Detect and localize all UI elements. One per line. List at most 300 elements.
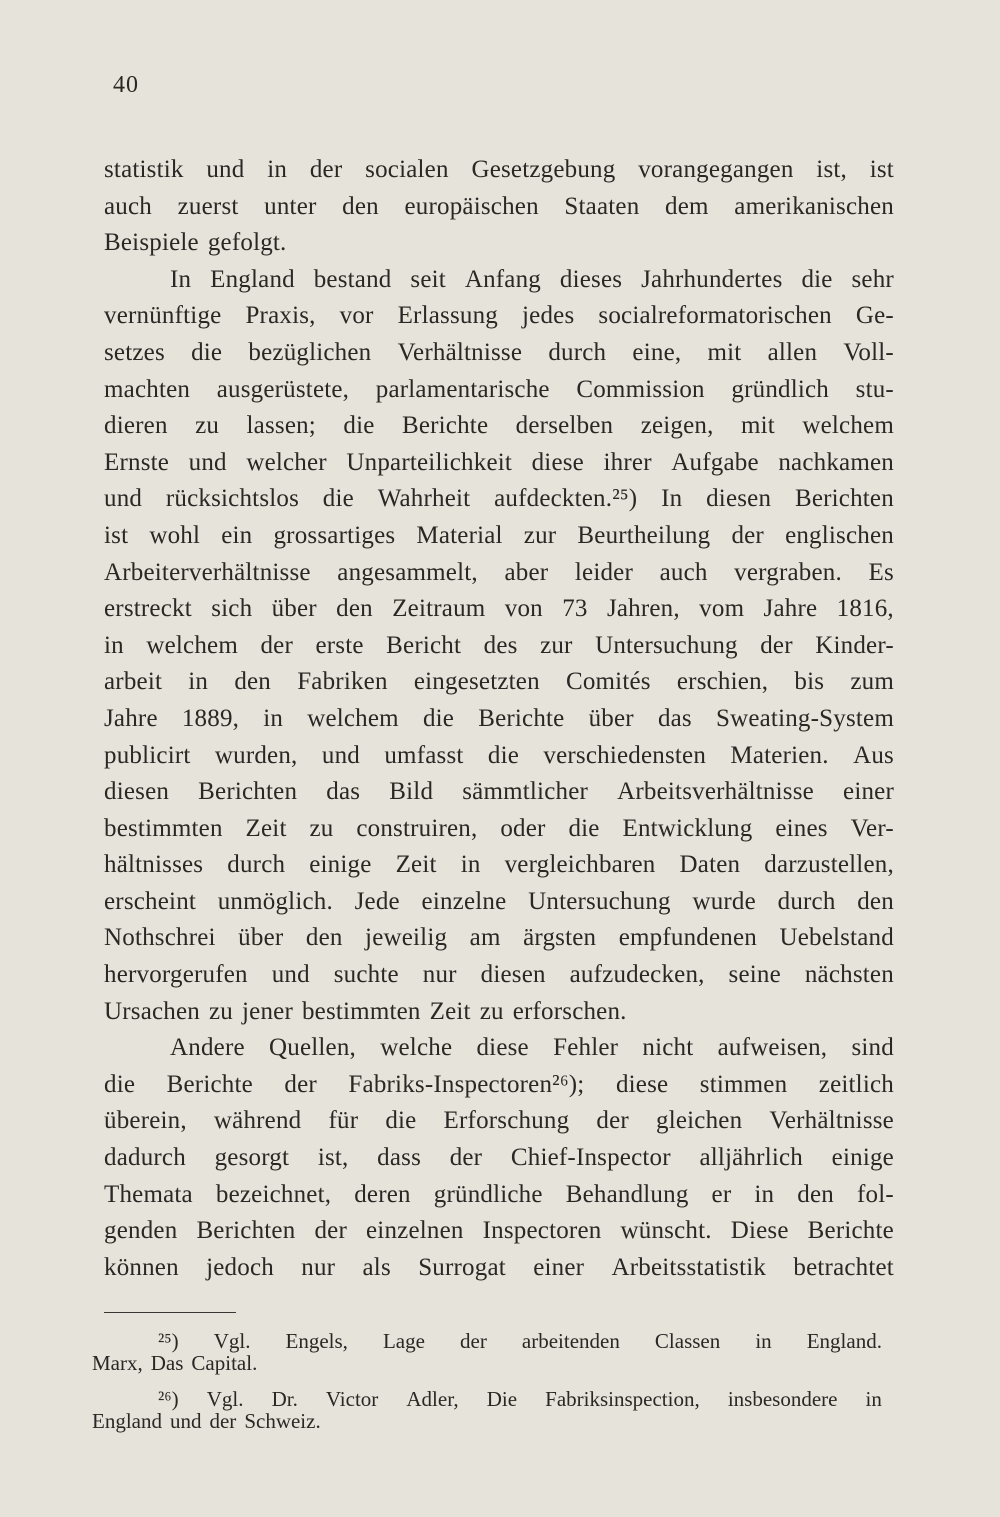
- word: bezüglichen: [248, 338, 372, 366]
- word: verschiedensten: [543, 741, 707, 769]
- text-line: [104, 920, 894, 957]
- text-line: [104, 189, 894, 226]
- word: englischen: [785, 521, 894, 549]
- word: vom: [699, 595, 745, 623]
- word: diesen: [104, 778, 170, 806]
- word: zur: [540, 631, 573, 659]
- word: hältnisses: [104, 851, 204, 879]
- word: auch: [659, 558, 708, 586]
- word: erste: [315, 631, 364, 659]
- word: unmöglich.: [217, 887, 333, 915]
- text-line: [104, 481, 894, 518]
- word: in: [263, 704, 284, 732]
- footnote-26: [92, 1388, 882, 1432]
- word: Nothschrei: [104, 924, 216, 952]
- word: erscheint: [104, 887, 197, 915]
- word: Zeit: [245, 814, 287, 842]
- word: Zeit: [429, 997, 471, 1025]
- word: rücksichtslos: [165, 485, 300, 513]
- text-line: [104, 628, 894, 665]
- text-line: [104, 994, 894, 1031]
- word: Lage: [382, 1329, 425, 1353]
- text-line: [104, 152, 894, 189]
- word: auch: [104, 192, 152, 220]
- word: durch: [548, 338, 607, 366]
- word: Behandlung: [565, 1180, 689, 1208]
- word: ärgsten: [523, 924, 597, 952]
- word: empfundenen: [618, 924, 757, 952]
- word: ²⁵): [158, 1329, 179, 1353]
- word: vernünftige: [104, 302, 222, 330]
- word: am: [469, 924, 501, 952]
- word: 1816,: [836, 595, 894, 623]
- word: der: [760, 631, 793, 659]
- word: ausgerüstete,: [216, 375, 350, 403]
- text-line: [104, 335, 894, 372]
- word: insbesondere: [727, 1387, 838, 1411]
- word: Arbeitsverhältnisse: [617, 778, 814, 806]
- word: Vgl.: [206, 1387, 244, 1411]
- word: ist: [869, 156, 894, 183]
- word: ist: [104, 521, 129, 549]
- word: angesammelt,: [337, 558, 478, 586]
- word: Wahrheit: [377, 485, 471, 513]
- text-line: [104, 1067, 894, 1104]
- word: der: [731, 521, 764, 549]
- word: England: [92, 1409, 162, 1433]
- word: über: [271, 595, 317, 623]
- word: Das: [150, 1351, 184, 1375]
- word: nur: [422, 961, 457, 989]
- word: zuerst: [177, 192, 239, 220]
- word: gründlich: [731, 375, 830, 403]
- word: über: [238, 924, 284, 952]
- word: vergleichbaren: [504, 851, 656, 879]
- word: gründliche: [433, 1180, 543, 1208]
- word: Beurtheilung: [577, 521, 711, 549]
- word: der: [596, 1107, 629, 1135]
- word: ist,: [816, 156, 847, 183]
- word: Marx,: [92, 1351, 143, 1375]
- word: vor: [339, 302, 374, 330]
- word: Fabriken: [297, 668, 388, 696]
- word: wurden,: [214, 741, 298, 769]
- word: amerikanischen: [734, 192, 894, 220]
- word: stu-: [855, 375, 894, 403]
- text-line: [104, 957, 894, 994]
- word: Ge-: [855, 302, 894, 330]
- word: welchem: [802, 412, 894, 440]
- word: Berichten: [794, 485, 894, 513]
- word: Commission: [576, 375, 705, 403]
- word: Quellen,: [269, 1034, 357, 1062]
- word: jeweilig: [365, 924, 448, 952]
- word: Jede: [354, 887, 400, 915]
- word: die: [191, 338, 223, 366]
- word: socialreformatorischen: [598, 302, 832, 330]
- word: oder: [500, 814, 546, 842]
- word: überein,: [104, 1107, 187, 1135]
- word: Uebelstand: [779, 924, 894, 952]
- word: von: [504, 595, 543, 623]
- word: Verhältnisse: [397, 338, 523, 366]
- word: ist,: [317, 1144, 349, 1172]
- word: fol-: [856, 1180, 894, 1208]
- word: Fehler: [553, 1034, 619, 1062]
- word: wurde: [692, 887, 756, 915]
- word: dadurch: [104, 1144, 186, 1172]
- word: Erlassung: [397, 302, 498, 330]
- word: welchem: [307, 704, 399, 732]
- word: europäischen: [404, 192, 539, 220]
- word: Vgl.: [213, 1329, 251, 1353]
- word: jedes: [522, 302, 575, 330]
- word: In: [661, 485, 683, 513]
- word: 73: [562, 595, 588, 623]
- word: Schweiz.: [244, 1409, 321, 1433]
- word: vorangegangen: [638, 156, 794, 183]
- word: diese: [531, 448, 584, 476]
- word: der: [209, 1409, 237, 1433]
- word: erforschen.: [512, 997, 627, 1025]
- word: Diese: [730, 1217, 789, 1245]
- word: wohl: [149, 521, 201, 549]
- word: der: [449, 1144, 483, 1172]
- word: Berichte: [166, 1070, 253, 1098]
- word: Classen: [654, 1329, 721, 1353]
- word: umfasst: [384, 741, 464, 769]
- word: dem: [665, 192, 709, 220]
- word: Ursachen: [104, 997, 200, 1025]
- text-line: [104, 1177, 894, 1214]
- word: allen: [767, 338, 818, 366]
- text-line: [104, 811, 894, 848]
- word: welche: [380, 1034, 453, 1062]
- word: machten: [104, 375, 191, 403]
- word: der: [314, 1217, 347, 1245]
- body-text: [104, 152, 894, 1286]
- word: welcher: [246, 448, 327, 476]
- word: seit: [410, 265, 446, 293]
- word: können: [104, 1253, 179, 1281]
- word: unter: [264, 192, 317, 220]
- word: erstreckt: [104, 595, 192, 623]
- text-line: [104, 1030, 894, 1067]
- word: er: [711, 1180, 732, 1208]
- word: Aufgabe: [671, 448, 759, 476]
- word: zeigen,: [640, 412, 714, 440]
- text-line: [104, 262, 894, 299]
- word: die: [322, 485, 354, 513]
- word: als: [362, 1253, 391, 1281]
- word: einige: [831, 1144, 894, 1172]
- text-line: [104, 591, 894, 628]
- word: zu: [479, 997, 504, 1025]
- word: einzelnen: [366, 1217, 464, 1245]
- word: Arbeiterverhältnisse: [104, 558, 311, 586]
- word: der: [309, 156, 343, 183]
- text-line: [104, 445, 894, 482]
- text-line: [104, 555, 894, 592]
- word: Inspectoren: [482, 1217, 602, 1245]
- word: und: [321, 741, 360, 769]
- word: ein: [221, 521, 253, 549]
- word: Praxis,: [245, 302, 316, 330]
- word: Materien.: [730, 741, 829, 769]
- word: in: [460, 851, 481, 879]
- word: für: [328, 1107, 359, 1135]
- word: Arbeitsstatistik: [611, 1253, 767, 1281]
- word: hervorgerufen: [104, 961, 248, 989]
- word: die: [104, 1070, 136, 1098]
- word: Fabriks-Inspectoren²⁶);: [348, 1070, 585, 1098]
- word: derselben: [515, 412, 614, 440]
- word: bestimmten: [301, 997, 421, 1025]
- word: construiren,: [356, 814, 478, 842]
- word: die: [801, 265, 833, 293]
- word: Zeit: [395, 851, 437, 879]
- word: den: [857, 887, 894, 915]
- word: den: [797, 1180, 834, 1208]
- word: dieses: [559, 265, 623, 293]
- word: Untersuchung: [595, 631, 738, 659]
- page-number: 40: [113, 72, 139, 98]
- word: lassen;: [246, 412, 316, 440]
- word: einzelne: [421, 887, 507, 915]
- word: Andere: [170, 1034, 245, 1062]
- word: über: [588, 704, 634, 732]
- word: sich: [211, 595, 253, 623]
- word: zum: [850, 668, 894, 696]
- word: Beispiele: [104, 229, 199, 257]
- word: sind: [851, 1034, 894, 1062]
- word: in: [267, 156, 288, 183]
- text-line: [104, 664, 894, 701]
- word: statistik: [104, 156, 184, 183]
- word: Berichte: [478, 704, 565, 732]
- word: Bild: [389, 778, 434, 806]
- word: eingesetzten: [413, 668, 540, 696]
- footnote-line: [92, 1410, 882, 1432]
- word: England: [210, 265, 295, 293]
- word: Adler,: [406, 1387, 459, 1411]
- word: durch: [777, 887, 836, 915]
- word: Bericht: [386, 631, 462, 659]
- word: zu: [195, 412, 220, 440]
- footnote-line: [92, 1352, 882, 1374]
- word: deren: [354, 1180, 411, 1208]
- word: und: [271, 961, 310, 989]
- word: gefolgt.: [207, 229, 287, 257]
- word: Untersuchung: [528, 887, 671, 915]
- word: Victor: [325, 1387, 379, 1411]
- word: den: [234, 668, 272, 696]
- word: und: [206, 156, 245, 183]
- footnote-line: [92, 1388, 882, 1410]
- word: Engels,: [285, 1329, 348, 1353]
- word: jedoch: [206, 1253, 274, 1281]
- word: wünscht.: [620, 1217, 712, 1245]
- word: einer: [843, 778, 894, 806]
- text-line: [104, 1103, 894, 1140]
- word: jener: [242, 997, 293, 1025]
- word: Jahrhundertes: [641, 265, 783, 293]
- text-line: [104, 774, 894, 811]
- word: Jahre: [104, 704, 158, 732]
- word: alljährlich: [699, 1144, 803, 1172]
- word: bestand: [313, 265, 392, 293]
- word: nicht: [642, 1034, 694, 1062]
- word: arbeitenden: [521, 1329, 620, 1353]
- footnote-rule: [104, 1312, 236, 1313]
- word: nachkamen: [778, 448, 894, 476]
- word: Gesetzgebung: [471, 156, 616, 183]
- word: dass: [377, 1144, 422, 1172]
- word: Unparteilichkeit: [346, 448, 513, 476]
- word: zeitlich: [818, 1070, 894, 1098]
- text-line: [104, 518, 894, 555]
- word: in: [188, 668, 209, 696]
- word: setzes: [104, 338, 165, 366]
- word: bezeichnet,: [215, 1180, 332, 1208]
- word: sämmtlicher: [462, 778, 589, 806]
- word: Dr.: [271, 1387, 298, 1411]
- word: der: [260, 631, 293, 659]
- text-line: [104, 408, 894, 445]
- word: bestimmten: [104, 814, 223, 842]
- text-line: [104, 1250, 894, 1287]
- word: zu: [209, 997, 233, 1025]
- word: Comités: [565, 668, 651, 696]
- word: das: [657, 704, 692, 732]
- word: eines: [775, 814, 828, 842]
- word: Anfang: [464, 265, 542, 293]
- word: genden: [104, 1217, 178, 1245]
- footnotes: [92, 1330, 882, 1446]
- word: in: [104, 631, 124, 659]
- word: Ernste: [104, 448, 170, 476]
- word: grossartiges: [273, 521, 396, 549]
- word: und: [169, 1409, 202, 1433]
- word: Staaten: [564, 192, 640, 220]
- word: Ver-: [850, 814, 894, 842]
- word: welchem: [146, 631, 238, 659]
- word: den: [336, 595, 373, 623]
- word: Zeitraum: [392, 595, 486, 623]
- word: in: [865, 1387, 882, 1411]
- word: Berichte: [807, 1217, 894, 1245]
- word: Aus: [853, 741, 894, 769]
- text-line: [104, 738, 894, 775]
- word: aber: [504, 558, 549, 586]
- word: und: [188, 448, 227, 476]
- word: Surrogat: [418, 1253, 506, 1281]
- word: gleichen: [656, 1107, 743, 1135]
- word: England.: [806, 1329, 882, 1353]
- word: Fabriksinspection,: [545, 1387, 700, 1411]
- word: den: [342, 192, 379, 220]
- word: Themata: [104, 1180, 193, 1208]
- word: dieren: [104, 412, 168, 440]
- word: zur: [523, 521, 557, 549]
- word: Erforschung: [443, 1107, 570, 1135]
- word: arbeit: [104, 668, 163, 696]
- text-line: [104, 847, 894, 884]
- word: nur: [301, 1253, 336, 1281]
- word: Jahre: [763, 595, 818, 623]
- word: Verhältnisse: [769, 1107, 894, 1135]
- word: diese: [476, 1034, 529, 1062]
- word: diese: [615, 1070, 669, 1098]
- word: darzustellen,: [764, 851, 894, 879]
- word: mit: [741, 412, 775, 440]
- word: betrachtet: [793, 1253, 894, 1281]
- word: in: [755, 1329, 772, 1353]
- word: bis: [794, 668, 825, 696]
- text-line: [104, 701, 894, 738]
- word: zu: [309, 814, 334, 842]
- text-line: [104, 1213, 894, 1250]
- text-line: [104, 1140, 894, 1177]
- word: die: [385, 1107, 417, 1135]
- word: in: [754, 1180, 775, 1208]
- word: die: [422, 704, 455, 732]
- word: aufweisen,: [717, 1034, 828, 1062]
- word: 1889,: [181, 704, 240, 732]
- text-line: [104, 884, 894, 921]
- word: diesen: [480, 961, 546, 989]
- word: Material: [416, 521, 503, 549]
- word: In: [170, 265, 192, 293]
- word: des: [483, 631, 518, 659]
- word: ihrer: [603, 448, 652, 476]
- word: einer: [533, 1253, 585, 1281]
- word: und: [104, 485, 143, 513]
- word: stimmen: [699, 1070, 788, 1098]
- word: das: [326, 778, 361, 806]
- word: Die: [486, 1387, 518, 1411]
- word: Voll-: [843, 338, 894, 366]
- footnote-25: [92, 1330, 882, 1374]
- word: Sweating-System: [715, 704, 894, 732]
- word: Daten: [679, 851, 741, 879]
- word: Chief-Inspector: [510, 1144, 671, 1172]
- word: einige: [309, 851, 372, 879]
- word: Entwicklung: [622, 814, 753, 842]
- word: Capital.: [191, 1351, 258, 1375]
- word: seine: [728, 961, 781, 989]
- word: nächsten: [804, 961, 894, 989]
- word: eine,: [632, 338, 682, 366]
- word: Kinder-: [815, 631, 894, 659]
- word: mit: [707, 338, 742, 366]
- word: Jahren,: [606, 595, 680, 623]
- word: den: [305, 924, 343, 952]
- word: publicirt: [104, 741, 191, 769]
- word: durch: [227, 851, 286, 879]
- word: Berichten: [196, 1217, 296, 1245]
- word: aufzudecken,: [569, 961, 705, 989]
- word: socialen: [365, 156, 449, 183]
- word: suchte: [333, 961, 399, 989]
- word: parlamentarische: [375, 375, 550, 403]
- word: Es: [868, 558, 894, 586]
- word: Berichte: [401, 412, 489, 440]
- word: ²⁶): [158, 1387, 179, 1411]
- footnote-line: [92, 1330, 882, 1352]
- word: der: [460, 1329, 487, 1353]
- word: die: [487, 741, 520, 769]
